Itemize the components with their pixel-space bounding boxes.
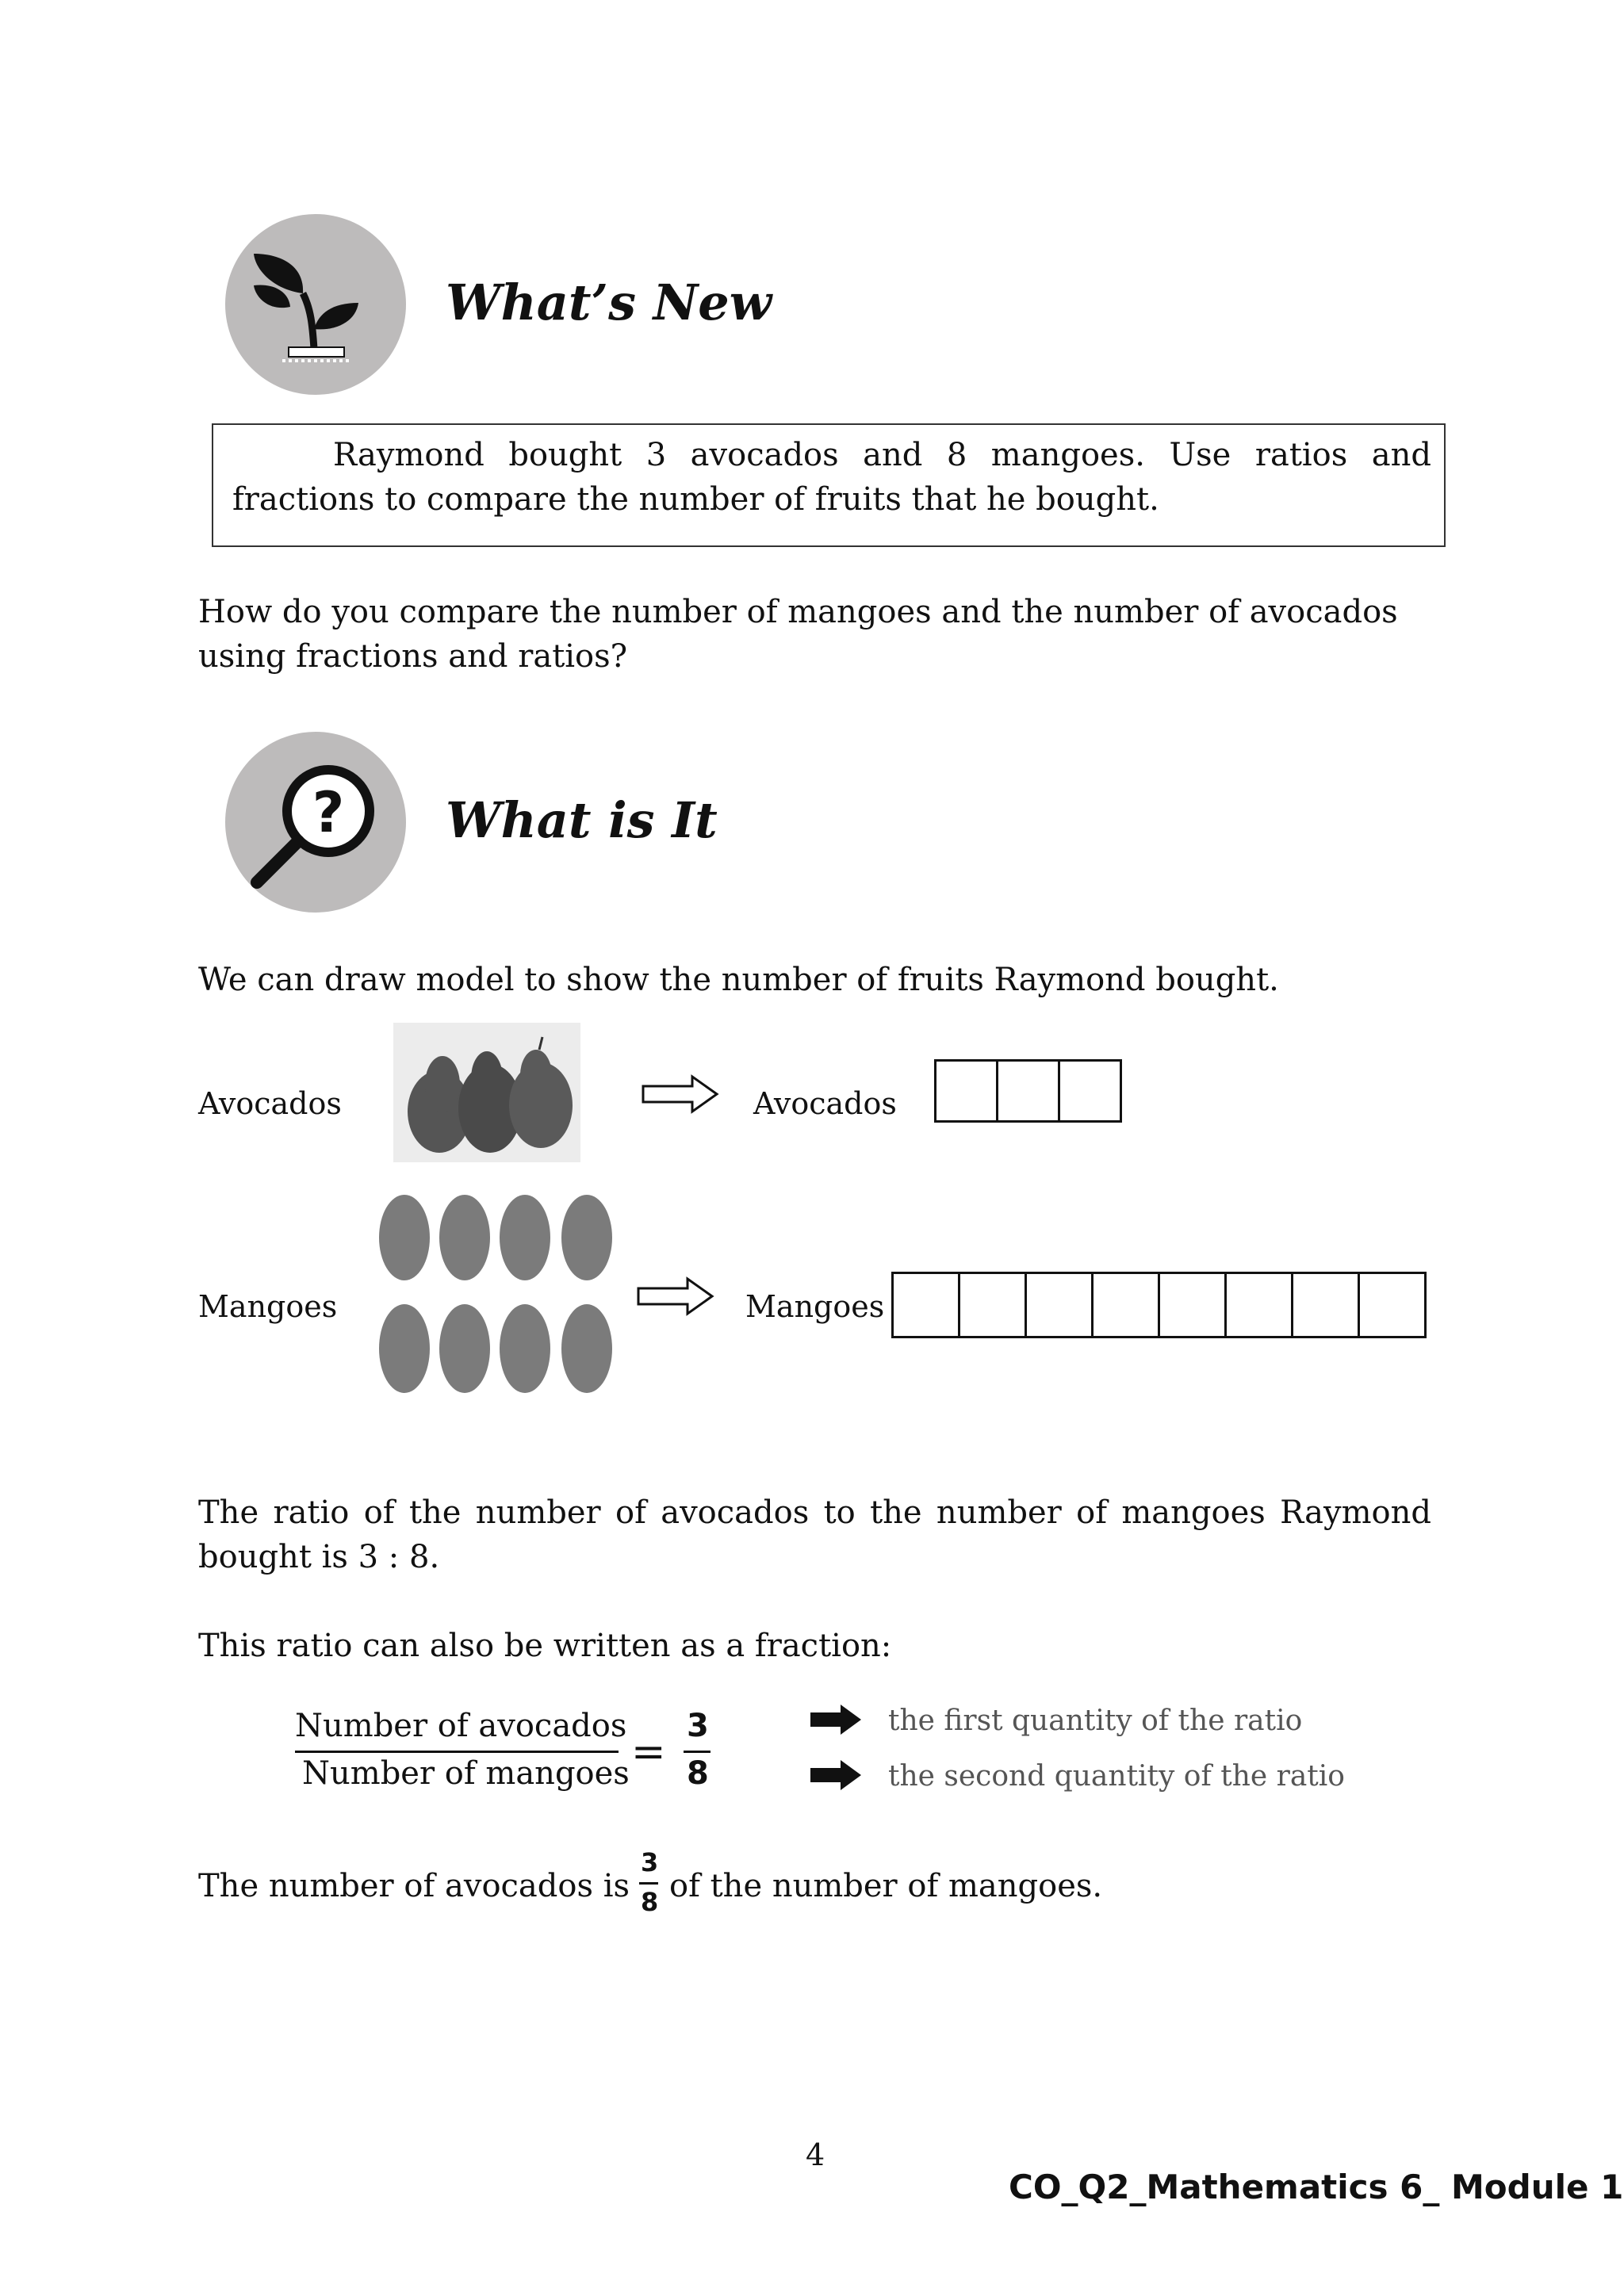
avocados-label-right: Avocados: [753, 1086, 897, 1121]
tape-cell: [1058, 1059, 1122, 1123]
plant-icon: [225, 214, 406, 395]
mangoes-label-right: Mangoes: [745, 1289, 885, 1324]
mangoes-image: [373, 1193, 626, 1399]
tape-cell: [1158, 1272, 1227, 1338]
solid-arrow-icon: [809, 1758, 863, 1792]
fraction-numerator: 3: [687, 1708, 709, 1744]
tape-cell: [1358, 1272, 1427, 1338]
first-arrow: [809, 1703, 863, 1739]
mangoes-label-left: Mangoes: [198, 1289, 338, 1324]
fraction-denominator-label: Number of mangoes: [302, 1755, 630, 1792]
tape-cell: [958, 1272, 1027, 1338]
question-line-2: using fractions and ratios?: [198, 638, 628, 675]
plant-icon-circle: [225, 214, 406, 395]
tape-cell: [934, 1059, 998, 1123]
problem-line-1: Raymond bought 3 avocados and 8 mangoes. Use ratios and: [333, 437, 1431, 473]
avocados-image: [393, 1023, 580, 1162]
solid-arrow-icon: [809, 1703, 863, 1736]
conclusion-after: of the number of mangoes.: [669, 1868, 1103, 1904]
fraction-bar-numbers: [684, 1751, 710, 1753]
question-line-1: How do you compare the number of mangoes and the number of avocados: [198, 594, 1398, 630]
problem-line-2: fractions to compare the number of fruits that he bought.: [232, 481, 1159, 518]
tape-cell: [1025, 1272, 1094, 1338]
tape-cell: [1291, 1272, 1360, 1338]
mangoes-drawing: [373, 1193, 626, 1399]
avocados-arrow: [641, 1074, 720, 1117]
conclusion-fraction-bar: [639, 1882, 658, 1885]
intro-text: We can draw model to show the number of fruits Raymond bought.: [198, 962, 1279, 998]
first-quantity-note: the first quantity of the ratio: [888, 1705, 1303, 1737]
equals-sign: =: [631, 1728, 666, 1776]
avocados-label-left: Avocados: [198, 1086, 342, 1121]
conclusion-denominator: 8: [641, 1887, 659, 1917]
page-number: 4: [806, 2137, 825, 2172]
hollow-arrow-icon: [641, 1074, 720, 1114]
avocados-drawing: [393, 1023, 580, 1162]
section-heading-whats-new: What’s New: [446, 274, 772, 331]
tape-cell: [891, 1272, 960, 1338]
svg-text:?: ?: [312, 780, 345, 845]
second-arrow: [809, 1758, 863, 1795]
second-quantity-note: the second quantity of the ratio: [888, 1760, 1345, 1793]
tape-cell: [996, 1059, 1060, 1123]
mangoes-tape-model: [891, 1272, 1427, 1338]
tape-cell: [1091, 1272, 1160, 1338]
section-heading-what-is-it: What is It: [446, 791, 718, 849]
fraction-numerator-label: Number of avocados: [295, 1708, 627, 1744]
magnifier-question-icon: [225, 732, 406, 913]
magnifier-icon-circle: [225, 732, 406, 913]
mangoes-arrow: [636, 1276, 715, 1319]
hollow-arrow-icon: [636, 1276, 715, 1316]
tape-cell: [1224, 1272, 1293, 1338]
fraction-denominator: 8: [687, 1755, 709, 1792]
ratio-line-1: The ratio of the number of avocados to the number of mangoes Raymond: [198, 1494, 1431, 1531]
ratio-line-2: bought is 3 : 8.: [198, 1539, 440, 1575]
fraction-intro: This ratio can also be written as a fraction:: [198, 1628, 892, 1664]
module-code: CO_Q2_Mathematics 6_ Module 1: [1009, 2168, 1624, 2206]
avocados-tape-model: [934, 1059, 1122, 1123]
fraction-bar-words: [295, 1751, 619, 1753]
conclusion-before: The number of avocados is: [198, 1868, 630, 1904]
conclusion-numerator: 3: [641, 1847, 659, 1877]
